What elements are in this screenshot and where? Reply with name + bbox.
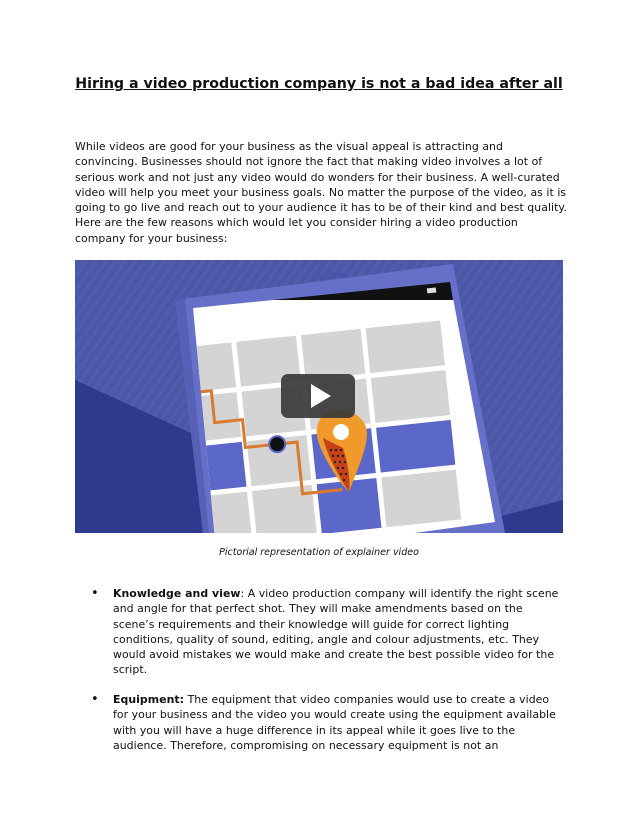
intro-paragraph: While videos are good for your business as the visual appeal is attracting and convincing. Businesses should not ignore the fact that making video involves a lot of serious work and not just any video would do wonders for their business. A well-curated video will help you meet your business goals. No matter the purpose of the video, as it is going to go live and reach out to your audience it has to be of their kind and best quality. Here are the few reasons which would let you consider hiring a video production company for your business: bbox=[75, 140, 567, 245]
figure-caption: Pictorial representation of explainer video bbox=[219, 547, 419, 558]
start-point-icon bbox=[268, 435, 286, 453]
list-item-body: : A video production company will identify the right scene and angle for that perfect shot. They will make amendments based on the scene’s requirements and their knowledge will guide for correct lighting conditions, quality of sound, editing, angle and colour adjustments, etc. They would avoid mistakes we would make and create the best possible video for the script. bbox=[113, 587, 559, 677]
bullet-icon: • bbox=[91, 586, 99, 601]
list-item-text bbox=[113, 586, 565, 678]
page-title: Hiring a video production company is not a bad idea after all bbox=[75, 76, 563, 92]
explainer-video-illustration bbox=[75, 260, 563, 533]
list-item-text bbox=[113, 692, 565, 753]
play-button[interactable] bbox=[281, 374, 355, 418]
list-item-heading: Knowledge and view bbox=[113, 587, 241, 600]
explainer-video-image[interactable] bbox=[75, 260, 563, 533]
list-item-heading: Equipment: bbox=[113, 693, 185, 706]
bullet-icon: • bbox=[91, 692, 99, 707]
list-item-body: The equipment that video companies would use to create a video for your business and the video you would create using the equipment available with you will have a huge difference in its appeal while it goes live to the audience. Therefore, compromising on necessary equipment is not an bbox=[113, 693, 556, 752]
